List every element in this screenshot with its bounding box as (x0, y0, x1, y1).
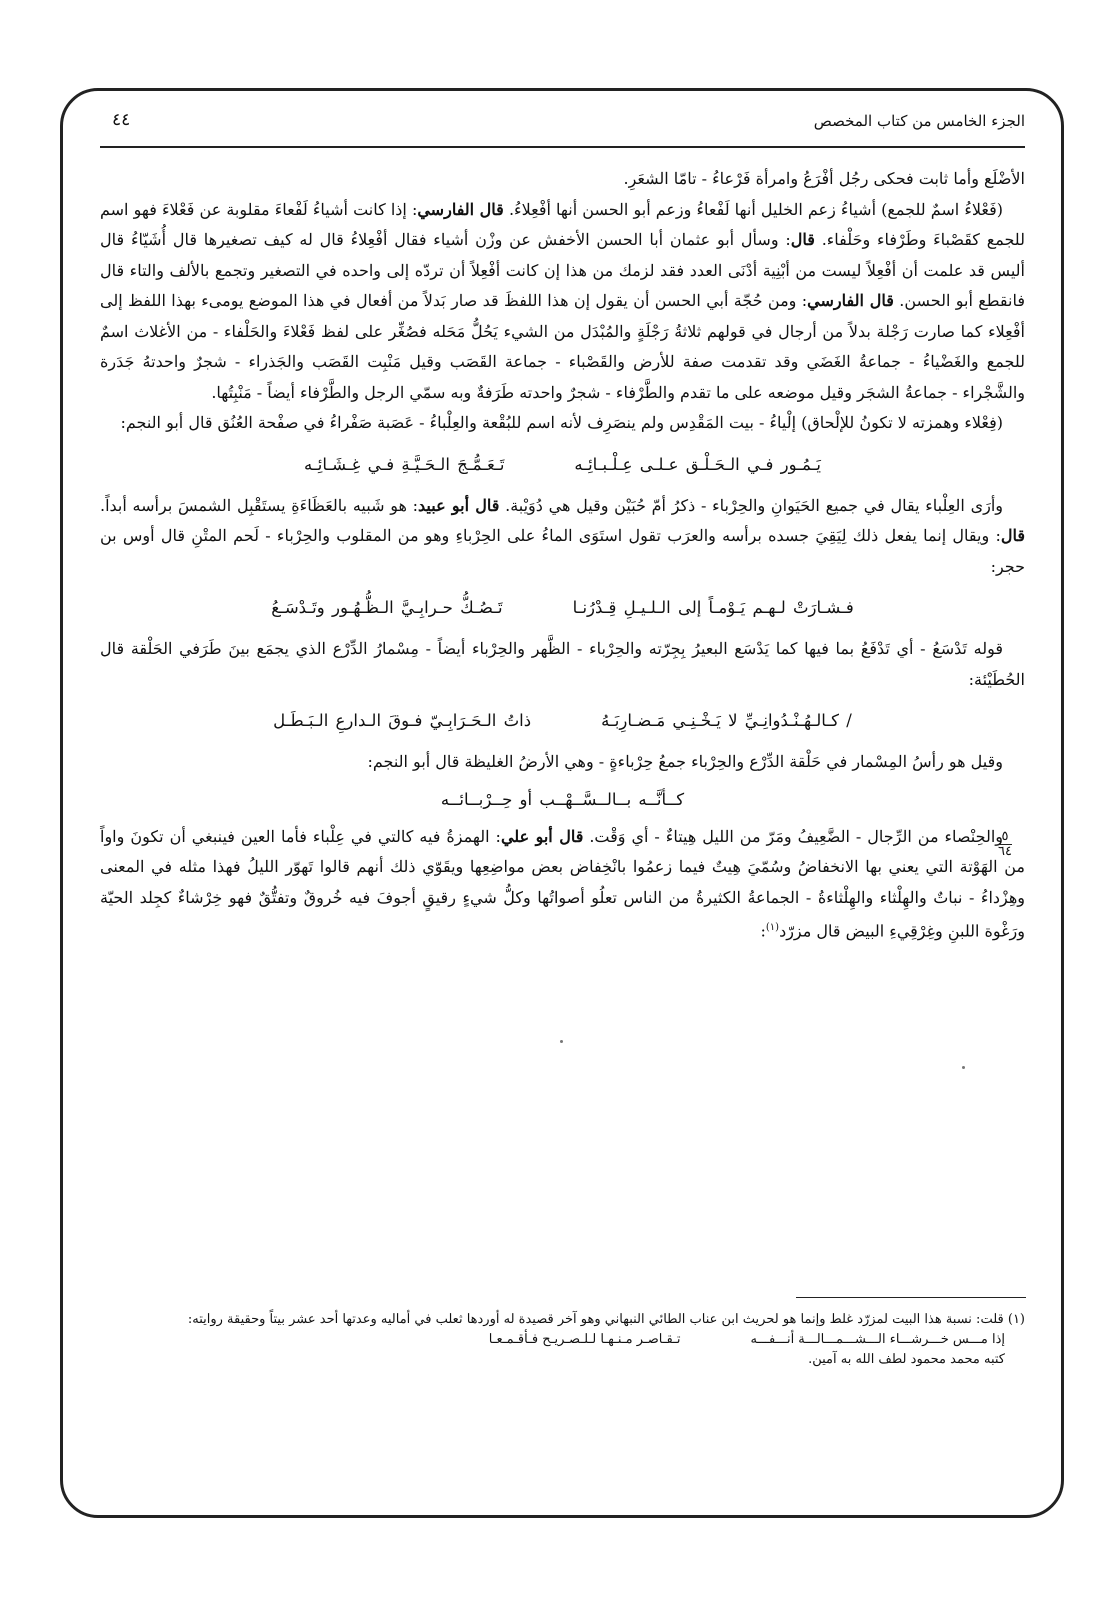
verse-1 (100, 439, 1025, 491)
verse-hemistich-left: ذاتُ الـحَـرَابِـيّ فـوقَ الـدارعِ الـبَـطَـل (273, 711, 532, 730)
page-header (100, 104, 1025, 148)
page-number: ٤٤ (112, 110, 131, 130)
marker-bottom: ٦٤ (998, 844, 1012, 859)
paragraph-2: (فَعْلاءُ اسمٌ للجمع) أشياءُ زعم الخليل أنها لَفْعاءُ وزعم أبو الحسن أنها أفْعِلاءُ. قال الفارسي: إذا كانت أشياءُ لَفْعاءَ مقلوبة عن فَعْلاءَ فهو اسم للجمع كقَصْباءَ وطَرْفاء وحَلْفاء. قال: وسأل أبو عثمان أبا الحسن الأخفش عن وزْن أشياء فقال أفْعِلاءُ قال له كيف تصغيرها قال أُشَيّاءُ قال أليس قد علمت أن أفْعِلاً ليست من أبْنِية أدْنَى العدد فقد لزمك من هذا إن كانت أفْعِلاً أن تردّه إلى واحده في التصغير وتجمع بالألف والتاء قال فانقطع أبو الحسن. قال الفارسي: ومن حُجّة أبي الحسن أن يقول إن هذا اللفظَ قد صار بَدلاً من أفعال في هذا الموضع يومىء بهذا اللفظ إلى أفْعِلاء كما صارت رَجْلة بدلاً من أرجال في قولهم ثلاثةُ رَجْلَةٍ والمُبْدَل من الشيء يَحُلُّ مَحَله فصُغِّر على لفظ فَعْلاءَ والحَلْفاء - من الأغلاث اسمٌ للجمع والغَضْياءُ - جماعةُ الغَضَي وقد تقدمت صفة للأرض والقَصْباء - جماعة القَصَب وقيل مَنْبِت القَصَب والجَذراء - شجرٌ واحدتهُ جَدَرة والشَّجْراء - جماعةُ الشجَر وقيل موضعه على ما تقدم والطَّرْفاء - شجرٌ واحدته طَرَفةٌ وبه سمّي الرجل والطَّرْفاء أيضاً - مَنْبِتُها. (100, 199, 1026, 402)
speaker-label: قال الفارسي (417, 199, 504, 219)
speaker-label: قال (790, 230, 815, 249)
footnote-reference: (١) (765, 922, 780, 933)
marker-top: ٥ (998, 830, 1012, 845)
verse-hemistich-left: تَـصُـكُّ حـرابِـيَّ الـظُّـهُـور وتَـدْسَـعُ (271, 598, 503, 617)
paragraph-4: وأرَى العِلْباء يقال في جميع الحَيَوانِ والحِرْباء - ذكرُ أمّ حُبَيْن وقيل هي دُوَيْبة. قال أبو عبيد: هو شَبيه بالعَظَاءَةِ يستَقْبِل الشمسَ برأسه أبداً. قال: ويقال إنما يفعل ذلك لِيَقِيَ جسده برأسه والعرَب تقول استَوَى الماءُ على الحِرْباءِ وهو من المقلوب والحِرْباء - لَحم المتْنِ قال أوس بن حجر: (100, 495, 1026, 576)
verse-3 (100, 695, 1025, 747)
verse-hemistich-right: فـشـارَتْ لـهـم يَـوْمـاً إلى الـلـيـلِ قِـدْرُنـا (572, 598, 854, 617)
footnote-verse (100, 1330, 1025, 1350)
footnote-separator (796, 1297, 1026, 1298)
verse-hemistich-left: تَـعَـمُّـجَ الـحَـيَّـةِ فـي غِـشَـائِـه (304, 454, 505, 474)
scan-speck (560, 1040, 563, 1043)
manuscript-page-marker (998, 830, 1012, 859)
speaker-label: قال أبو علي (500, 826, 584, 846)
verse-hemistich-right: / كـالـهُـنْـدُوانِـيِّ لا يَـخْـنِـي مَـضـارِبَـهُ (601, 711, 852, 730)
paragraph-1: الأضْلَع وأما ثابت فحكى رجُل أفْرَعُ وامرأة فَرْعاءُ - تامّا الشعَرِ. (623, 169, 1025, 188)
speaker-label: قال (1000, 526, 1026, 545)
verse-2 (100, 582, 1025, 634)
main-text (100, 164, 1025, 947)
verse-hemistich-right: يَـمُـور فـي الـحَـلْـق عـلـى عِـلْـبـائِـه (574, 454, 821, 474)
paragraph-6: وقيل هو رأسُ المِسْمار في حَلْقة الدِّرْع والحِرْباء جمعُ حِرْباءةٍ - وهي الأرضُ الغليظة قال أبو النجم: (367, 752, 1003, 771)
speaker-label: قال الفارسي (807, 291, 894, 310)
verse-line: كــأنَّــه بــالــسَّــهْــب أو حِــرْبــائــه (440, 789, 685, 809)
paragraph-3: (فِعْلاء وهمزته لا تكونُ للإلْحاق) إلْياءُ - بيت المَقْدِس ولم ينصَرِف لأنه اسم للبُقْعة والعِلْباءُ - عَصَبة صَفْراءُ في صفْحة العُنُق قال أبو النجم: (120, 413, 1003, 432)
verse-hemistich-left: تـقـاصـر مـنـهـا لـلـصـريـح فـأقـمـعـا (488, 1332, 681, 1347)
paragraph-7: والحِنْصاء من الرِّجال - الضَّعِيفُ ومَرّ من الليل هِيتاءٌ - أي وَقْت. قال أبو علي: الهمزةُ فيه كالتي في عِلْباء فأما العين فينبغي أن تكونَ واواً من الهَوْتة التي يعني بها الانخفاضُ وسُمّيَ هِيتٌ فيما زعمُوا بانْخِفاض بعض مواضِعِها ويقَوّي ذلك أنهم قالوا تَهوّر الليلُ فهذا مثله في المعنى وهِزْداءُ - نباتٌ والهِلْثاء والهِلْثاءةُ - الجماعةُ الكثيرةُ من الناس تعلُو أصواتُها وكلُّ شيءٍ رقيقٍ أجوفَ فيه خُروقٌ وتفتُّقٌ فهو خِرْشاءٌ كجِلد الحيّة ورَغْوة اللبنِ وغِرْقِيءِ البيض قال مزرّد$^{(١)}$: (100, 826, 1026, 941)
footnote-signature: كتبه محمد محمود لطف الله به آمين. (808, 1352, 1005, 1367)
footnote-text: (١) قلت: نسبة هذا البيت لمزرّد غلط وإنما هو لحريث ابن عناب الطائي النبهاني وهو آخر قصيدة له أوردها ثعلب في أماليه وعدتها أحد عشر بيتاً وحقيقة روايته: (187, 1312, 1025, 1327)
paragraph-5: قوله تَدْسَعُ - أي تَدْفَعُ بما فيها كما يَدْسَع البعيرُ بِجِرّته والحِرْباء - الظَّهر والحِرْباء أيضاً - مِسْمارُ الدِّرْع الذي يجمَع بينَ طَرَفي الحَلْقة قال الحُطَيْئة: (100, 639, 1025, 689)
footnote (100, 1310, 1025, 1370)
scan-speck (962, 1066, 965, 1069)
running-title: الجزء الخامس من كتاب المخصص (813, 112, 1025, 130)
speaker-label: قال أبو عبيد (418, 495, 500, 515)
verse-4 (100, 778, 1025, 822)
verse-hemistich-right: إذا مـــس خـــرشـــاء الـــشـــمـــالـــة أنـــفـــه (750, 1332, 1005, 1347)
